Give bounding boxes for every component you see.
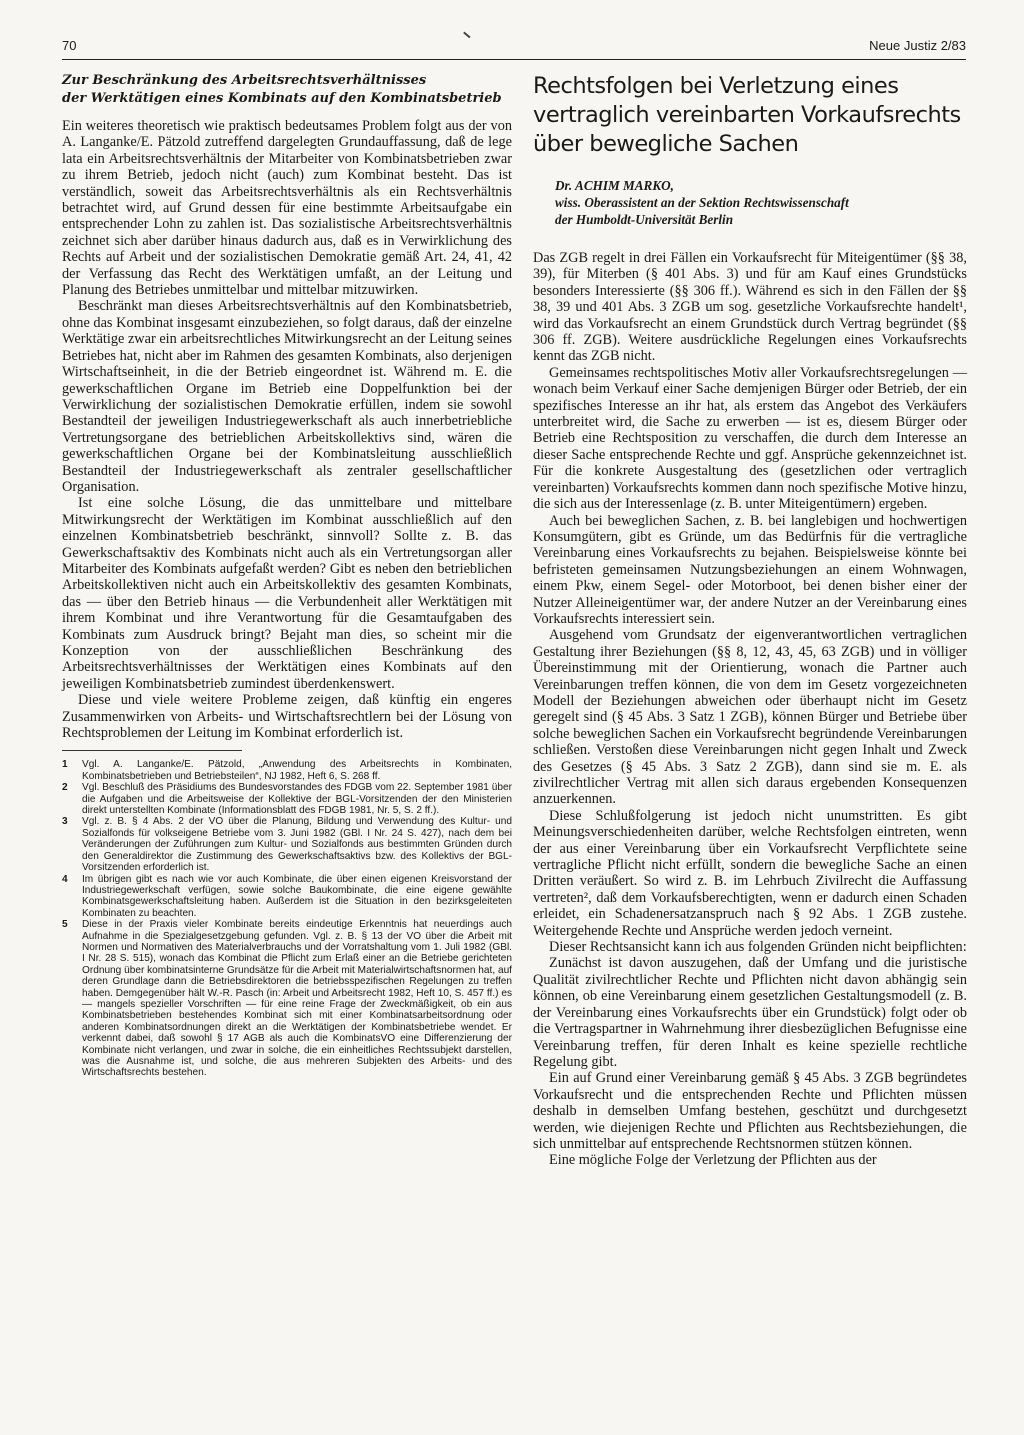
paragraph: Dieser Rechtsansicht kann ich aus folgenden Gründen nicht beipflichten: [549, 939, 967, 956]
paragraph: Ein weiteres theoretisch wie praktisch bedeutsames Problem folgt aus der von A. Langanke/E. Pätzold zutreffend dargelegten Grundauffassung, daß de lege lata ein Arbeitsrechtsverhältnis der Mitarbeiter von Kombinatsbetrieben zwar zu ihrem Betrieb, jedoch nicht (auch) zum Kombinat besteht. Das ist verständlich, soweit das Arbeitsrechtsverhältnis als ein Rechtsverhältnis betrachtet wird, auf Grund dessen für eine bestimmte Arbeitsaufgabe ein entsprechender Lohn zu zahlen ist. Das sozialistische Arbeitsrechtsverhältnis zeichnet sich aber darüber hinaus dadurch aus, daß es in Verwirklichung des Rechts auf Arbeit und der sozialistischen Demokratie gemäß Art. 24, 41, 42 der Verfassung das Recht des Werktätigen umfaßt, an der Leitung und Planung des Betriebes unmittelbar und mittelbar mitzuwirken. [62, 118, 512, 299]
footnote-number: 2 [62, 782, 68, 794]
footnote [62, 874, 512, 920]
author-name: Dr. ACHIM MARKO, [555, 178, 674, 193]
right-column [533, 72, 967, 1169]
footnote-text: Diese in der Praxis vieler Kombinate bereits eindeutige Erkenntnis hat neuerdings auch Aufnahme in die Spezialgesetzgebung gefunden. Vgl. z. B. § 13 der VO über die Arbeit mit Normen und Normativen des Materialverbrauchs und der Vorratshaltung vom 1. Juli 1982 (GBl. I Nr. 28 S. 515), wonach das Kombinat die Pflicht zum Erlaß einer an die Betriebe gerichteten Ordnung über kombinatsinterne Grundsätze für die Arbeit mit Materialwirtschaftsnormen hat, auf deren Grundlage dann die Betriebsdirektoren die betriebsspezifischen Regelungen zu treffen haben. Demgegenüber hält W.-R. Pasch (in: Arbeit und Arbeitsrecht 1982, Heft 10, S. 457 ff.) es — mangels spezieller Vorschriften — für eine reine Frage der Zweckmäßigkeit, ob ein aus Kombinatsbetrieben bestehendes Kombinat sich mit einer Kombinatsarbeitsordnung oder anderen Kombinatsordnungen direkt an die Werktätigen der Kombinatsbetriebe wendet. Er verkennt dabei, daß sowohl § 17 AGB als auch die KombinatsVO eine Differenzierung der Kombinate nicht verlangen, und zwar in solche, die ein einheitliches Rechtssubjekt darstellen, was die Ausnahme ist, und solche, die aus mehreren Subjekten des Arbeits- und des Wirtschaftsrechts bestehen. [82, 919, 512, 1079]
footnote-number: 1 [62, 759, 68, 771]
subheading-line: der Werktätigen eines Kombinats auf den Kombinatsbetrieb [62, 91, 502, 106]
paragraph: Ein auf Grund einer Vereinbarung gemäß § 45 Abs. 3 ZGB begründetes Vorkaufsrecht und die entsprechenden Rechte und Pflichten müssen deshalb in demselben Umfang bestehen, geschützt und durchgesetzt werden, wie diejenigen Rechte und Pflichten aus Rechtsbeziehungen, die sich unmittelbar auf entsprechende Rechtsnormen stützen können. [533, 1070, 967, 1152]
footnote-number: 5 [62, 919, 68, 931]
right-body [533, 250, 967, 1169]
footnote [62, 759, 512, 782]
page-header [62, 38, 966, 64]
author-affiliation [555, 194, 967, 228]
paragraph: Ist eine solche Lösung, die das unmittelbare und mittelbare Mitwirkungsrecht der Werktätigen im Kombinat ausschließlich auf den einzelnen Kombinatsbetrieb beschränkt, sinnvoll? Sollte z. B. das Gewerkschaftsaktiv des Kombinats nicht auch als ein Vertretungsorgan aller Mitarbeiter des Kombinats aufgefaßt werden? Gibt es neben den betrieblichen Arbeitskollektiven nicht auch ein Arbeitskollektiv des gesamten Kombinats, das — über den Betrieb hinaus — die Verbundenheit aller Werktätigen mit ihrem Kombinat und ihre Verantwortung für die Gesamtaufgaben des Kombinats zum Ausdruck bringt? Bejaht man dies, so scheint mir die Konzeption von der ausschließlichen Beschränkung des Arbeitsrechtsverhältnisses der Werktätigen eines Kombinats auf den jeweiligen Kombinatsbetrieb zumindest überdenkenswert. [62, 495, 512, 692]
paragraph: Ausgehend vom Grundsatz der eigenverantwortlichen vertraglichen Gestaltung ihrer Beziehungen (§§ 8, 12, 43, 45, 63 ZGB) und in völliger Übereinstimmung mit der Orientierung, wonach die Partner auch Vereinbarungen treffen können, die von dem im Gesetz vorgezeichneten Modell der Beziehungen abweichen oder überhaupt nicht im Gesetz geregelt sind (§ 45 Abs. 3 Satz 1 ZGB), können Bürger und Betriebe über solche beweglichen Sachen ein Vorkaufsrecht begründende Vereinbarungen schließen. Verstoßen diese Vereinbarungen nicht gegen Inhalt und Zweck des Gesetzes (§ 45 Abs. 3 Satz 2 ZGB), dann sind sie m. E. als zivilrechtlicher Vertrag mit allen sich daraus ergebenden Konsequenzen anzuerkennen. [533, 627, 967, 808]
footnote-text: Im übrigen gibt es nach wie vor auch Kombinate, die über einen eigenen Kreisvorstand der Industriegewerkschaft verfügen, sowie solche Baukombinate, die eine eigene gewählte Kombinatsgewerkschaftsleitung haben. Außerdem ist die Situation in den bezirksgeleiteten Kombinaten zu beachten. [82, 873, 512, 919]
section-subheading [62, 72, 512, 108]
footnote-number: 3 [62, 816, 68, 828]
affiliation-line: der Humboldt-Universität Berlin [555, 212, 734, 227]
paragraph: Das ZGB regelt in drei Fällen ein Vorkaufsrecht für Miteigentümer (§§ 38, 39), für Miterben (§ 401 Abs. 3) und für am Kauf eines Grundstücks besonders Interessierte (§§ 306 ff.). Während es sich in den Fällen der §§ 38, 39 und 401 Abs. 3 ZGB um sog. gesetzliche Vorkaufsrechte handelt¹, wird das Vorkaufsrecht an einem Grundstück durch Vertrag begründet (§§ 306 ff. ZGB). Weitere ausdrückliche Regelungen eines Vorkaufsrechts kennt das ZGB nicht. [533, 250, 967, 365]
paragraph: Diese und viele weitere Probleme zeigen, daß künftig ein engeres Zusammenwirken von Arbeits- und Wirtschaftsrechtlern bei der Lösung von Rechtsproblemen der Leitung im Kombinat erforderlich ist. [62, 692, 512, 742]
paragraph: Auch bei beweglichen Sachen, z. B. bei langlebigen und hochwertigen Konsumgütern, gibt es Gründe, um das Bedürfnis für die vertragliche Vereinbarung eines Vorkaufsrechts zu bejahen. Beispielsweise könnte bei befristeten gemeinsamen Nutzungsbeziehungen an einem Wohnwagen, einem Pkw, einem Segel- oder Motorboot, bei denen bisher einer der Nutzer Alleineigentümer war, der andere Nutzer an der Vereinbarung eines Vorkaufsrechts interessiert sein. [533, 512, 967, 627]
footnote [62, 919, 512, 1079]
paragraph: Beschränkt man dieses Arbeitsrechtsverhältnis auf den Kombinatsbetrieb, ohne das Kombinat insgesamt einzubeziehen, so folgt daraus, daß der einzelne Werktätige zwar ein arbeitsrechtliches Mitwirkungsrecht an der Leitung seines Betriebes hat, nicht aber im Rahmen des gesamten Kombinats, also derjenigen Wirtschaftseinheit, in die der Betrieb eingeordnet ist. Während m. E. die gewerkschaftlichen Organe im Betrieb eine Doppelfunktion bei der Verwirklichung der sozialistischen Demokratie erfüllen, indem sie sowohl Bestandteil der jeweiligen Industriegewerkschaft als auch innerbetriebliche Vertretungsorgane des betrieblichen Arbeitskollektivs sind, wären die gewerkschaftlichen Organe bei der Kombinatsleitung ausschließlich Bestandteil der Industriegewerkschaft als zentraler gesellschaftlicher Organisation. [62, 298, 512, 495]
journal-issue: Neue Justiz 2/83 [869, 38, 966, 53]
scan-mark [463, 32, 470, 38]
header-rule [62, 59, 966, 60]
footnote [62, 816, 512, 873]
footnote [62, 782, 512, 816]
left-column [62, 72, 512, 1079]
footnote-text: Vgl. Beschluß des Präsidiums des Bundesvorstandes des FDGB vom 22. September 1981 über die Aufgaben und die Arbeitsweise der Kollektive der BGL-Vorsitzenden der den Ministerien direkt unterstellten Kombinate (Informationsblatt des FDGB 1981, Nr. 5, S. 2 ff.). [82, 782, 512, 817]
left-body [62, 118, 512, 741]
footnote-text: Vgl. A. Langanke/E. Pätzold, „Anwendung des Arbeitsrechts in Kombinaten, Kombinatsbetrieben und Betriebsteilen“, NJ 1982, Heft 6, S. 268 ff. [82, 759, 512, 782]
footnotes [62, 759, 512, 1078]
paragraph: Diese Schlußfolgerung ist jedoch nicht unumstritten. Es gibt Meinungsverschiedenheiten darüber, welche Rechtsfolgen eintreten, wenn der aus einer Vereinbarung über ein Vorkaufsrecht Verpflichtete seine vertragliche Pflicht nicht erfüllt, sondern die bewegliche Sache an einen Dritten veräußert. So wird z. B. im Lehrbuch Zivilrecht die Auffassung vertreten², daß dem Vorkaufsberechtigten, wenn er dadurch einen Schaden erleidet, ein Schadenersatzanspruch nach § 92 Abs. 1 ZGB zustehe. Weitergehende Rechte und Ansprüche werden jedoch verneint. [533, 807, 967, 939]
footnote-rule [62, 750, 242, 751]
paragraph: Eine mögliche Folge der Verletzung der Pflichten aus der [549, 1152, 877, 1169]
paragraph: Gemeinsames rechtspolitisches Motiv aller Vorkaufsrechtsregelungen — wonach beim Verkauf einer Sache demjenigen Bürger oder Betrieb, der ein spezifisches Interesse an ihr hat, als erstem das Angebot des Verkäufers unterbreitet wird, die Sache zu erwerben — ist es, diesem Bürger oder Betrieb eine Rechtsposition zu verschaffen, die durch dem Interesse an dieser Sache entsprechende Rechte und ggf. Ansprüche gekennzeichnet ist. Für die konkrete Ausgestaltung des (gesetzlichen oder vertraglich vereinbarten) Vorkaufsrechts kommen dann noch spezifische Motive hinzu, die sich aus der Interessenlage (z. B. unter Miteigentümern) ergeben. [533, 364, 967, 513]
paragraph: Zunächst ist davon auszugehen, daß der Umfang und die juristische Qualität zivilrechtlicher Rechte und Pflichten nicht davon abhängig sein können, ob eine Vereinbarung einem gesetzlichen Gestaltungsmodell (z. B. der Vereinbarung eines Vorkaufsrechts über ein Grundstück) folgt oder ob die Vertragspartner in Wahrnehmung ihrer diesbezüglichen Befugnisse eine Vereinbarung treffen, für deren Inhalt es keine spezielle rechtliche Regelung gibt. [533, 955, 967, 1070]
page-number: 70 [62, 38, 77, 53]
article-title: Rechtsfolgen bei Verletzung eines vertraglich vereinbarten Vorkaufsrechts über bewegliche Sachen [533, 73, 961, 157]
footnote-text: Vgl. z. B. § 4 Abs. 2 der VO über die Planung, Bildung und Verwendung des Kultur- und Sozialfonds für volkseigene Betriebe vom 3. Juni 1982 (GBl. I Nr. 24 S. 427), nach dem bei Veränderungen der Zuführungen zum Kultur- und Sozialfonds aus bestimmten Gründen durch den Generaldirektor die Zustimmung des Gewerkschaftsaktivs bzw. des Kollektivs der BGL-Vorsitzenden erforderlich ist. [82, 816, 512, 874]
footnote-number: 4 [62, 873, 68, 885]
affiliation-line: wiss. Oberassistent an der Sektion Rechtswissenschaft [555, 195, 849, 210]
subheading-line: Zur Beschränkung des Arbeitsrechtsverhältnisses [62, 73, 427, 88]
